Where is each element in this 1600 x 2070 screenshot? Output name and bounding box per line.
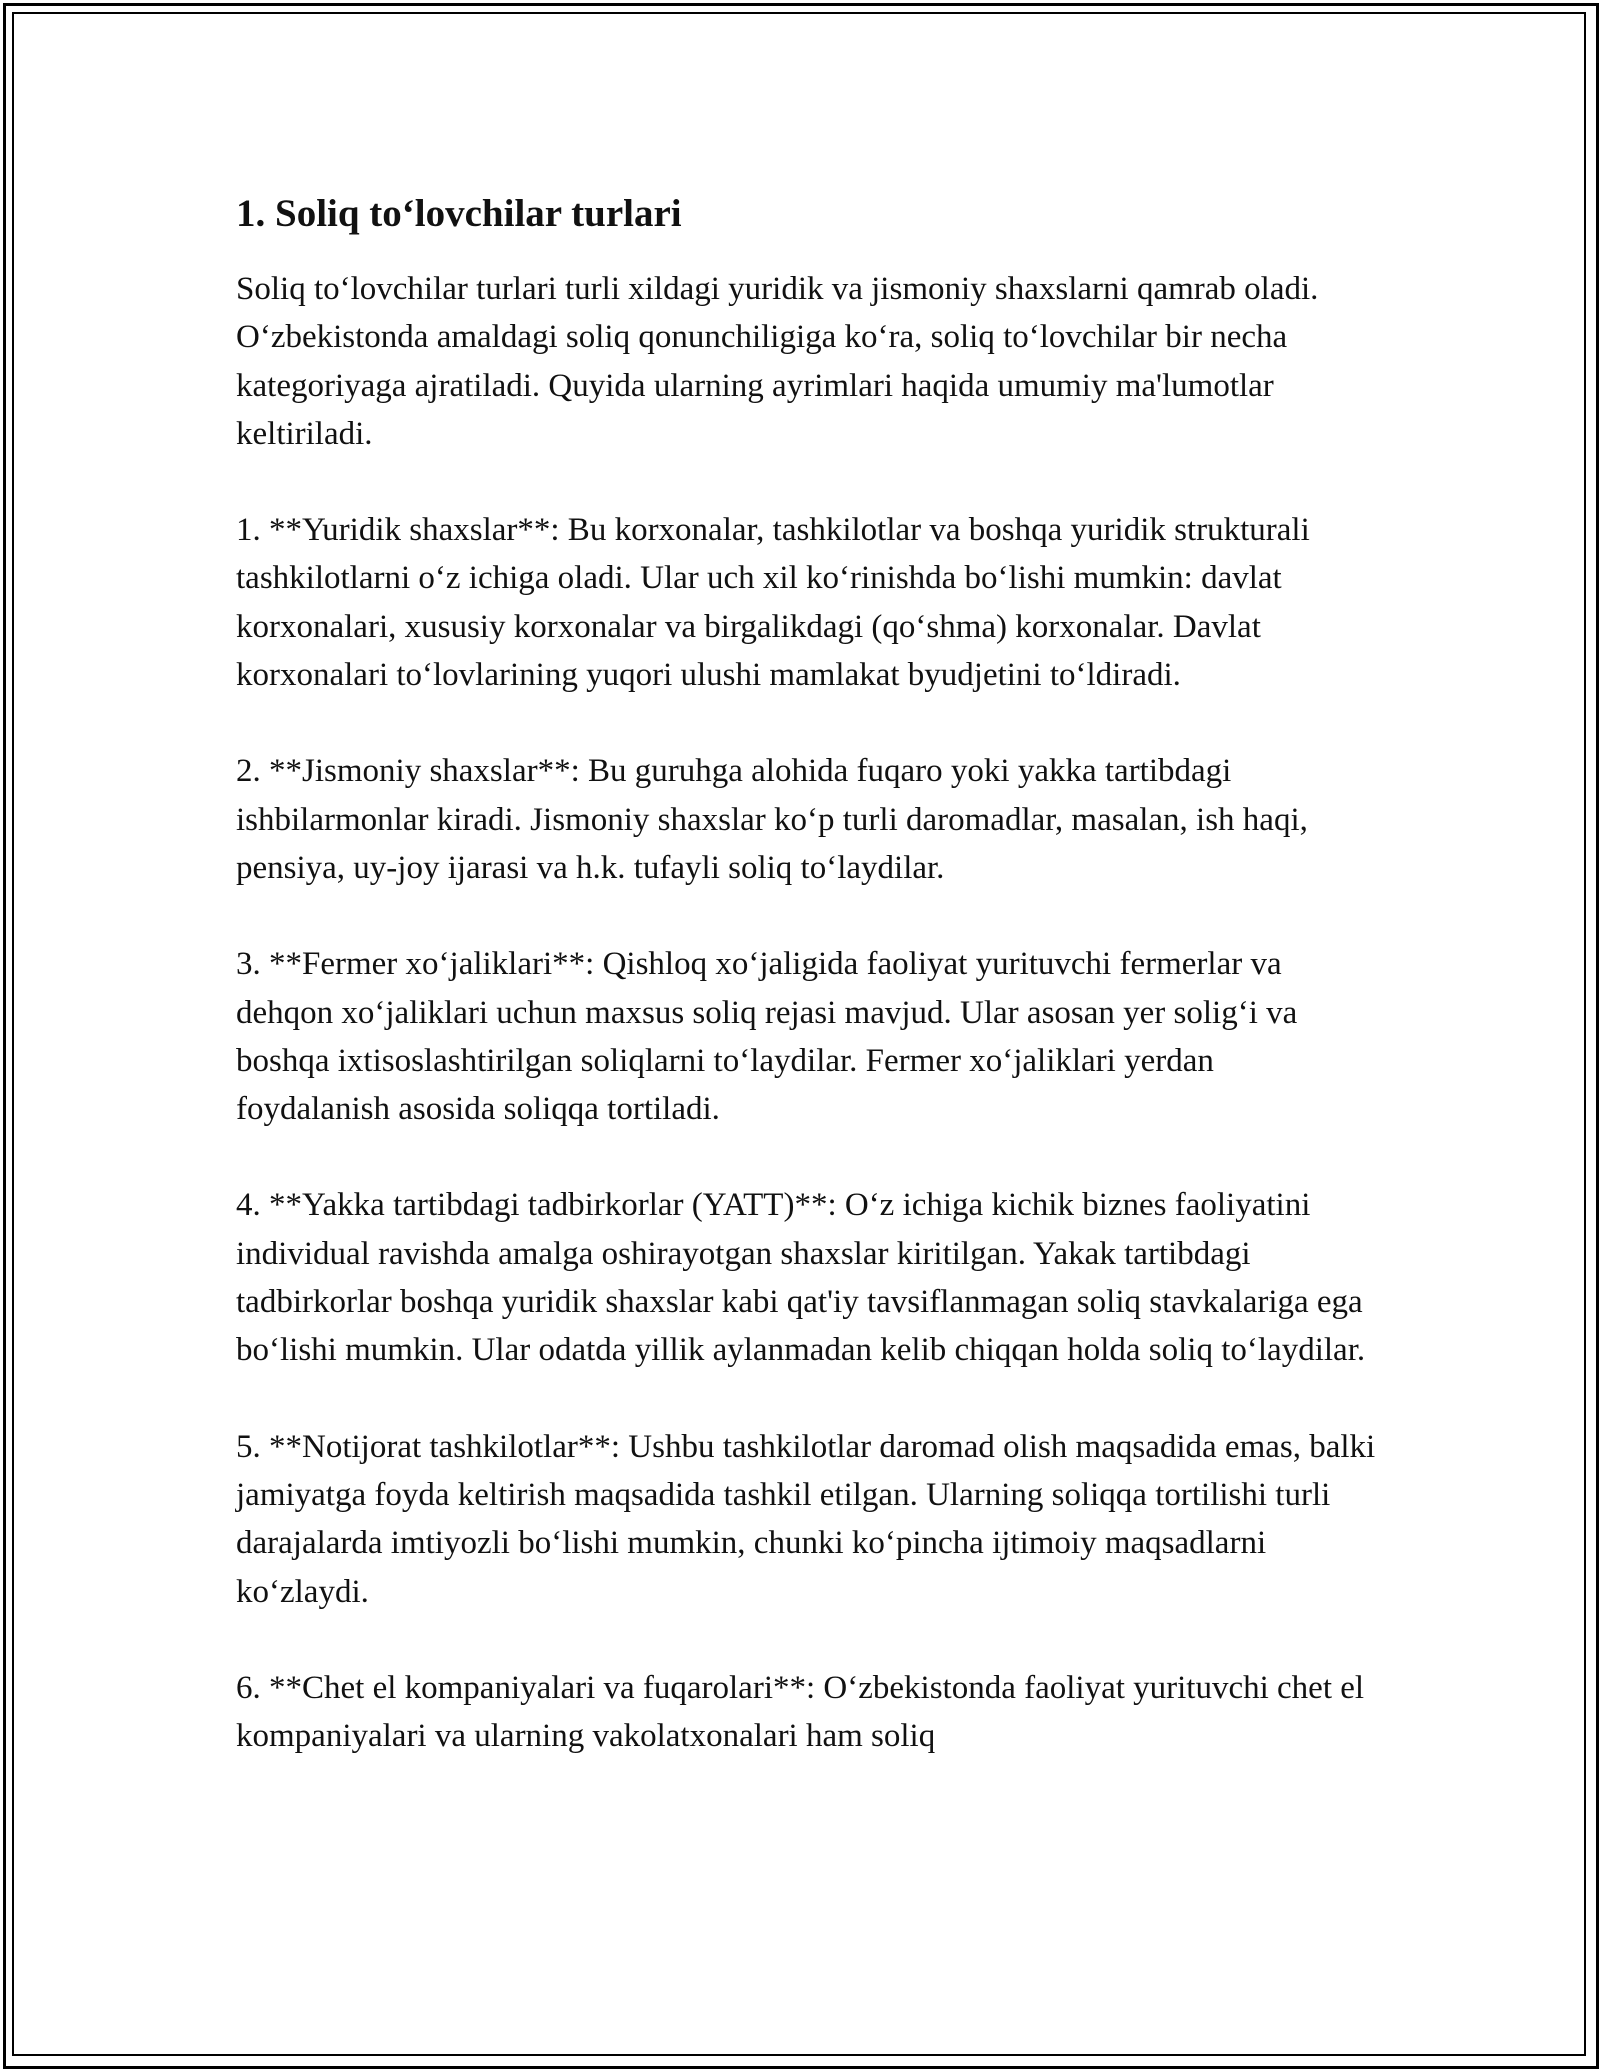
paragraph-yuridik-shaxslar: 1. **Yuridik shaxslar**: Bu korxonalar, tashkilotlar va boshqa yuridik strukturali tashkilotlarni o‘z ichiga oladi. Ular uch xil ko‘rinishda bo‘lishi mumkin: davlat korxonalari, xususiy korxonalar va birgalikdagi (qo‘shma) korxonalar. Davlat korxonalari to‘lovlarining yuqori ulushi mamlakat byudjetini to‘ldiradi. — [236, 512, 1310, 694]
paragraph-yakka-tadbirkorlar: 4. **Yakka tartibdagi tadbirkorlar (YATT)**: O‘z ichiga kichik biznes faoliyatini individual ravishda amalga oshirayotgan shaxslar kiritilgan. Yakak tartibdagi tadbirkorlar boshqa yuridik shaxslar kabi qat'iy tavsiflanmagan soliq stavkalariga ega bo‘lishi mumkin. Ular odatda yillik aylanmadan kelib chiqqan holda soliq to‘laydilar. — [236, 1187, 1366, 1369]
intro-paragraph: Soliq to‘lovchilar turlari turli xildagi yuridik va jismoniy shaxslarni qamrab oladi. O‘zbekistonda amaldagi soliq qonunchiligiga ko‘ra, soliq to‘lovchilar bir necha kategoriyaga ajratiladi. Quyida ularning ayrimlari haqida umumiy ma'lumotlar keltiriladi. — [236, 271, 1319, 452]
section-heading: 1. Soliq to‘lovchilar turlari — [236, 192, 682, 235]
paragraph-chet-el-kompaniyalari: 6. **Chet el kompaniyalari va fuqarolari**: O‘zbekistonda faoliyat yurituvchi chet el kompaniyalari va ularning vakolatxonalari ham soliq — [236, 1669, 1365, 1755]
document-body — [236, 190, 1376, 1760]
paragraph-jismoniy-shaxslar: 2. **Jismoniy shaxslar**: Bu guruhga alohida fuqaro yoki yakka tartibdagi ishbilarmonlar kiradi. Jismoniy shaxslar ko‘p turli daromadlar, masalan, ish haqi, pensiya, uy-joy ijarasi va h.k. tufayli soliq to‘laydilar. — [236, 753, 1308, 886]
paragraph-notijorat-tashkilotlar: 5. **Notijorat tashkilotlar**: Ushbu tashkilotlar daromad olish maqsadida emas, balki jamiyatga foyda keltirish maqsadida tashkil etilgan. Ularning soliqqa tortilishi turli darajalarda imtiyozli bo‘lishi mumkin, chunki ko‘pincha ijtimoiy maqsadlarni ko‘zlaydi. — [236, 1428, 1376, 1610]
paragraph-fermer-xojaliklari: 3. **Fermer xo‘jaliklari**: Qishloq xo‘jaligida faoliyat yurituvchi fermerlar va dehqon xo‘jaliklari uchun maxsus soliq rejasi mavjud. Ular asosan yer solig‘i va boshqa ixtisoslashtirilgan soliqlarni to‘laydilar. Fermer xo‘jaliklari yerdan foydalanish asosida soliqqa tortiladi. — [236, 946, 1298, 1128]
